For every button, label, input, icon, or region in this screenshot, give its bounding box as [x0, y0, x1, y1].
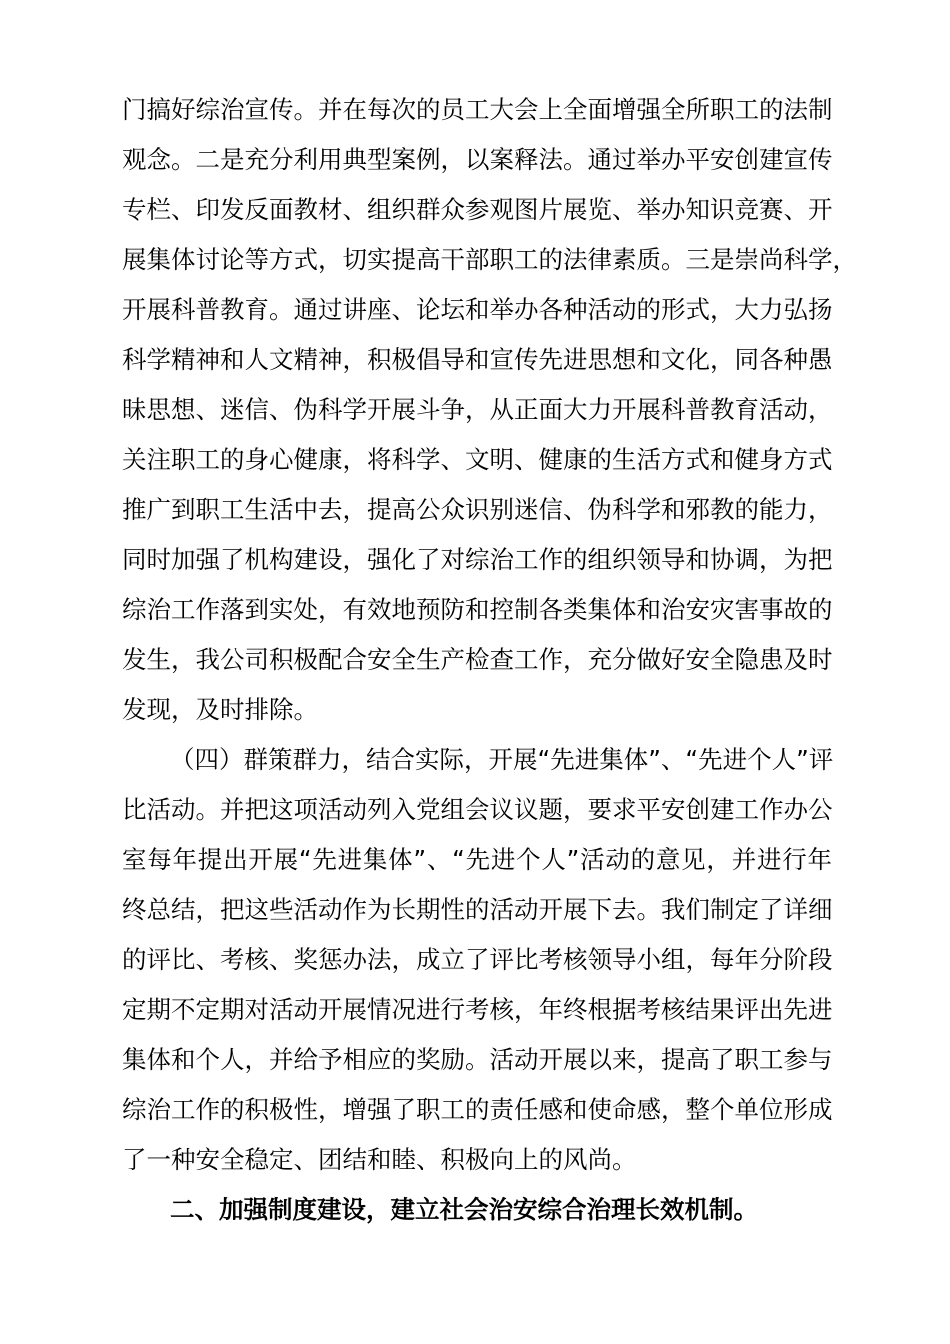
text-line: 集体和个人，并给予相应的奖励。活动开展以来，提高了职工参与: [122, 1045, 833, 1074]
text-line: 关注职工的身心健康，将科学、文明、健康的生活方式和健身方式: [122, 445, 833, 474]
text-line: 综治工作落到实处，有效地预防和控制各类集体和治安灾害事故的: [122, 595, 833, 624]
text-line: 综治工作的积极性，增强了职工的责任感和使命感，整个单位形成: [122, 1095, 833, 1124]
text-line: 比活动。并把这项活动列入党组会议议题，要求平安创建工作办公: [122, 795, 833, 824]
text-line: 发生，我公司积极配合安全生产检查工作，充分做好安全隐患及时: [122, 645, 833, 674]
text-line: （四）群策群力，结合实际，开展“先进集体”、“先进个人”评: [170, 745, 834, 774]
text-line: 专栏、印发反面教材、组织群众参观图片展览、举办知识竞赛、开: [122, 195, 833, 224]
text-line: 室每年提出开展“先进集体”、“先进个人”活动的意见，并进行年: [122, 845, 832, 874]
text-line: 终总结，把这些活动作为长期性的活动开展下去。我们制定了详细: [122, 895, 833, 924]
text-line: 昧思想、迷信、伪科学开展斗争，从正面大力开展科普教育活动，: [122, 395, 833, 424]
text-line: 开展科普教育。通过讲座、论坛和举办各种活动的形式，大力弘扬: [122, 295, 833, 324]
text-line: 了一种安全稳定、团结和睦、积极向上的风尚。: [122, 1145, 637, 1174]
section-heading: 二、加强制度建设，建立社会治安综合治理长效机制。: [170, 1195, 758, 1224]
text-line: 观念。二是充分利用典型案例，以案释法。通过举办平安创建宣传: [122, 145, 833, 174]
text-line: 推广到职工生活中去，提高公众识别迷信、伪科学和邪教的能力，: [122, 495, 833, 524]
text-line: 发现，及时排除。: [122, 695, 318, 724]
text-line: 科学精神和人文精神，积极倡导和宣传先进思想和文化，同各种愚: [122, 345, 833, 374]
text-line: 定期不定期对活动开展情况进行考核，年终根据考核结果评出先进: [122, 995, 833, 1024]
text-line: 门搞好综治宣传。并在每次的员工大会上全面增强全所职工的法制: [122, 95, 833, 124]
text-line: 展集体讨论等方式，切实提高干部职工的法律素质。三是崇尚科学，: [122, 245, 857, 274]
text-line: 同时加强了机构建设，强化了对综治工作的组织领导和协调，为把: [122, 545, 833, 574]
text-line: 的评比、考核、奖惩办法，成立了评比考核领导小组，每年分阶段: [122, 945, 833, 974]
